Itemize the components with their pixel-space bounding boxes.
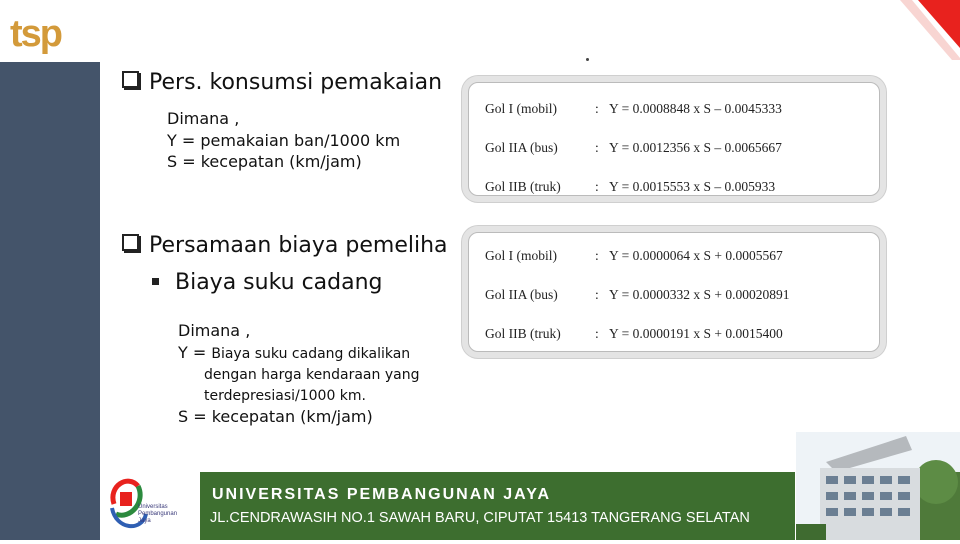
vehicle-group: Gol I (mobil) — [485, 248, 557, 263]
equation-row — [485, 101, 782, 117]
left-sidebar-band — [0, 62, 100, 540]
footer-banner — [200, 472, 795, 540]
bullet-tire-consumption-text: Pers. konsumsi pemakaian — [149, 70, 443, 95]
parts-y-prefix: Y = — [178, 343, 212, 362]
corner-decoration — [900, 0, 960, 60]
sub-bullet-spare-parts — [152, 270, 383, 296]
colon: : — [595, 140, 599, 155]
tire-y-definition: Y = pemakaian ban/1000 km — [167, 131, 401, 150]
colon: : — [595, 326, 599, 341]
stray-dot — [586, 58, 589, 61]
vehicle-group: Gol IIA (bus) — [485, 140, 558, 155]
parts-y-line2: dengan harga kendaraan yang — [204, 367, 420, 383]
colon: : — [595, 179, 599, 194]
parts-where-label: Dimana , — [178, 321, 251, 340]
university-address: JL.CENDRAWASIH NO.1 SAWAH BARU, CIPUTAT 15413 TANGERANG SELATAN — [210, 510, 750, 526]
colon: : — [595, 248, 599, 263]
vehicle-group: Gol IIB (truk) — [485, 179, 561, 194]
campus-building-image — [796, 432, 960, 540]
logo-text-line: Pembangunan — [138, 511, 178, 517]
bullet-tire-consumption — [122, 70, 442, 96]
parts-y-definition — [178, 342, 410, 364]
university-logo-text — [138, 504, 177, 525]
parts-y-line1: Biaya suku cadang dikalikan — [211, 346, 411, 362]
square-bullet-icon — [152, 278, 159, 285]
tsp-logo: tsp — [10, 13, 61, 55]
sub-bullet-spare-parts-text: Biaya suku cadang — [175, 270, 383, 295]
colon: : — [595, 101, 599, 116]
parts-y-line3: terdepresiasi/1000 km. — [204, 388, 366, 404]
vehicle-group: Gol IIB (truk) — [485, 326, 561, 341]
equation-formula: Y = 0.0000064 x S + 0.0005567 — [609, 248, 783, 263]
tire-where-label: Dimana , — [167, 109, 240, 128]
logo-text-line: Universitas — [138, 504, 168, 510]
equation-row — [485, 140, 782, 156]
equation-formula: Y = 0.0012356 x S – 0.0065667 — [609, 140, 782, 155]
bullet-maintenance-cost — [122, 233, 448, 259]
equation-row — [485, 179, 775, 195]
bullet-maintenance-cost-text: Persamaan biaya pemeliha — [149, 233, 448, 258]
vehicle-group: Gol I (mobil) — [485, 101, 557, 116]
tire-s-definition: S = kecepatan (km/jam) — [167, 152, 362, 171]
equation-formula: Y = 0.0008848 x S – 0.0045333 — [609, 101, 782, 116]
equation-formula: Y = 0.0000332 x S + 0.00020891 — [609, 287, 790, 302]
equation-formula: Y = 0.0000191 x S + 0.0015400 — [609, 326, 783, 341]
equation-row — [485, 287, 789, 303]
spare-parts-equations-box — [468, 232, 880, 352]
equation-row — [485, 326, 783, 342]
equation-row — [485, 248, 783, 264]
tire-equations-box — [468, 82, 880, 196]
equation-formula: Y = 0.0015553 x S – 0.005933 — [609, 179, 776, 194]
parts-s-definition: S = kecepatan (km/jam) — [178, 407, 373, 426]
colon: : — [595, 287, 599, 302]
checkbox-bullet-icon — [122, 71, 139, 88]
checkbox-bullet-icon — [122, 234, 139, 251]
university-name: UNIVERSITAS PEMBANGUNAN JAYA — [212, 486, 552, 503]
vehicle-group: Gol IIA (bus) — [485, 287, 558, 302]
logo-text-line: Jaya — [138, 518, 151, 524]
